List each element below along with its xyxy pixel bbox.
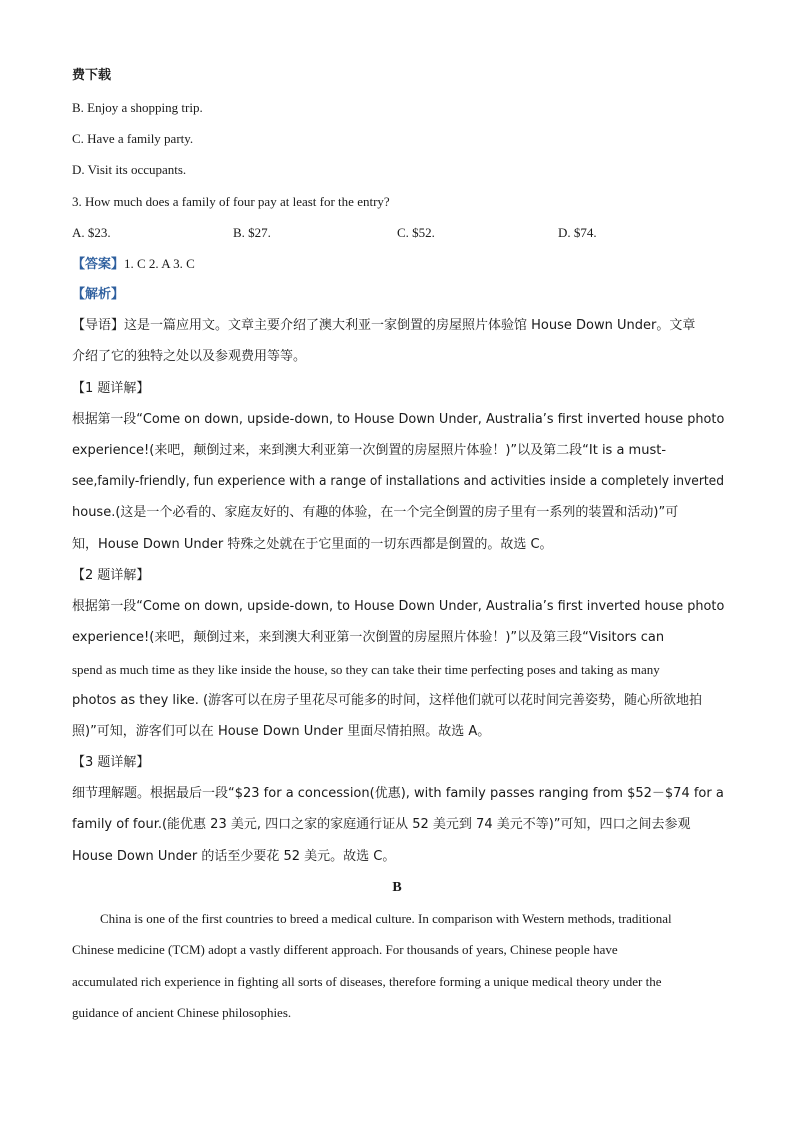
q1-line: house.(这是一个必看的、家庭友好的、有趣的体验，在一个完全倒置的房子里有一系列的装置和活动)”可: [72, 505, 679, 520]
q2-heading: 【2 题详解】: [72, 568, 150, 583]
option-q2-d: D. Visit its occupants.: [72, 162, 187, 177]
q2-line: 照)”可知，游客们可以在 House Down Under 里面尽情拍照。故选 A。: [72, 724, 491, 739]
guide-line-1: 【导语】这是一篇应用文。文章主要介绍了澳大利亚一家倒置的房屋照片体验馆 House Down Under。文章: [72, 318, 696, 333]
answer-line: [72, 256, 195, 273]
analysis-label: 【解析】: [72, 287, 125, 302]
q3-line: family of four.(能优惠 23 美元, 四口之家的家庭通行证从 52 美元到 74 美元不等)”可知，四口之间去参观: [72, 817, 691, 832]
q1-line: experience!(来吧，颠倒过来，来到澳大利亚第一次倒置的房屋照片体验！)”以及第二段“It is a must-: [72, 443, 667, 458]
q2-line: 根据第一段“Come on down, upside-down, to House Down Under, Australia’s first inverted house photo: [72, 599, 725, 614]
q3-line: House Down Under 的话至少要花 52 美元。故选 C。: [72, 849, 396, 864]
section-b-line: guidance of ancient Chinese philosophies.: [72, 1005, 292, 1020]
q2-line: photos as they like. (游客可以在房子里花尽可能多的时间，这样他们就可以花时间完善姿势，随心所欲地拍: [72, 693, 703, 708]
section-b-line: accumulated rich experience in fighting all sorts of diseases, therefore forming a unique medical theory under the: [72, 974, 662, 989]
q1-line: 根据第一段“Come on down, upside-down, to House Down Under, Australia’s first inverted house photo: [72, 412, 725, 427]
q2-line: experience!(来吧，颠倒过来，来到澳大利亚第一次倒置的房屋照片体验！)”以及第三段“Visitors can: [72, 630, 665, 645]
q2-line: spend as much time as they like inside the house, so they can take their time perfecting poses and taking as many: [72, 662, 660, 677]
option-q3-d: D. $74.: [558, 225, 597, 240]
answer-values: 1. C 2. A 3. C: [124, 256, 195, 271]
q1-line: 知，House Down Under 特殊之处就在于它里面的一切东西都是倒置的。故选 C。: [72, 537, 553, 552]
q1-line: see,family-friendly, fun experience with a range of installations and activities inside a completely inverted: [72, 474, 724, 489]
q3-heading: 【3 题详解】: [72, 755, 150, 770]
option-q2-c: C. Have a family party.: [72, 131, 194, 146]
question-3-stem: 3. How much does a family of four pay at least for the entry?: [72, 194, 390, 209]
answer-label: 【答案】: [72, 257, 125, 272]
option-q2-b: B. Enjoy a shopping trip.: [72, 100, 203, 115]
guide-line-2: 介绍了它的独特之处以及参观费用等等。: [72, 349, 307, 364]
section-b-line: Chinese medicine (TCM) adopt a vastly different approach. For thousands of years, Chinese people have: [72, 942, 618, 957]
section-b-line: China is one of the first countries to breed a medical culture. In comparison with Western methods, traditional: [100, 911, 672, 926]
header-fragment: 费下载: [72, 68, 112, 83]
option-q3-b: B. $27.: [233, 225, 271, 240]
section-b-title: B: [392, 880, 402, 895]
q3-line: 细节理解题。根据最后一段“$23 for a concession(优惠), with family passes ranging from $52－$74 for a: [72, 786, 724, 801]
option-q3-a: A. $23.: [72, 225, 111, 240]
option-q3-c: C. $52.: [397, 225, 435, 240]
q1-heading: 【1 题详解】: [72, 381, 150, 396]
